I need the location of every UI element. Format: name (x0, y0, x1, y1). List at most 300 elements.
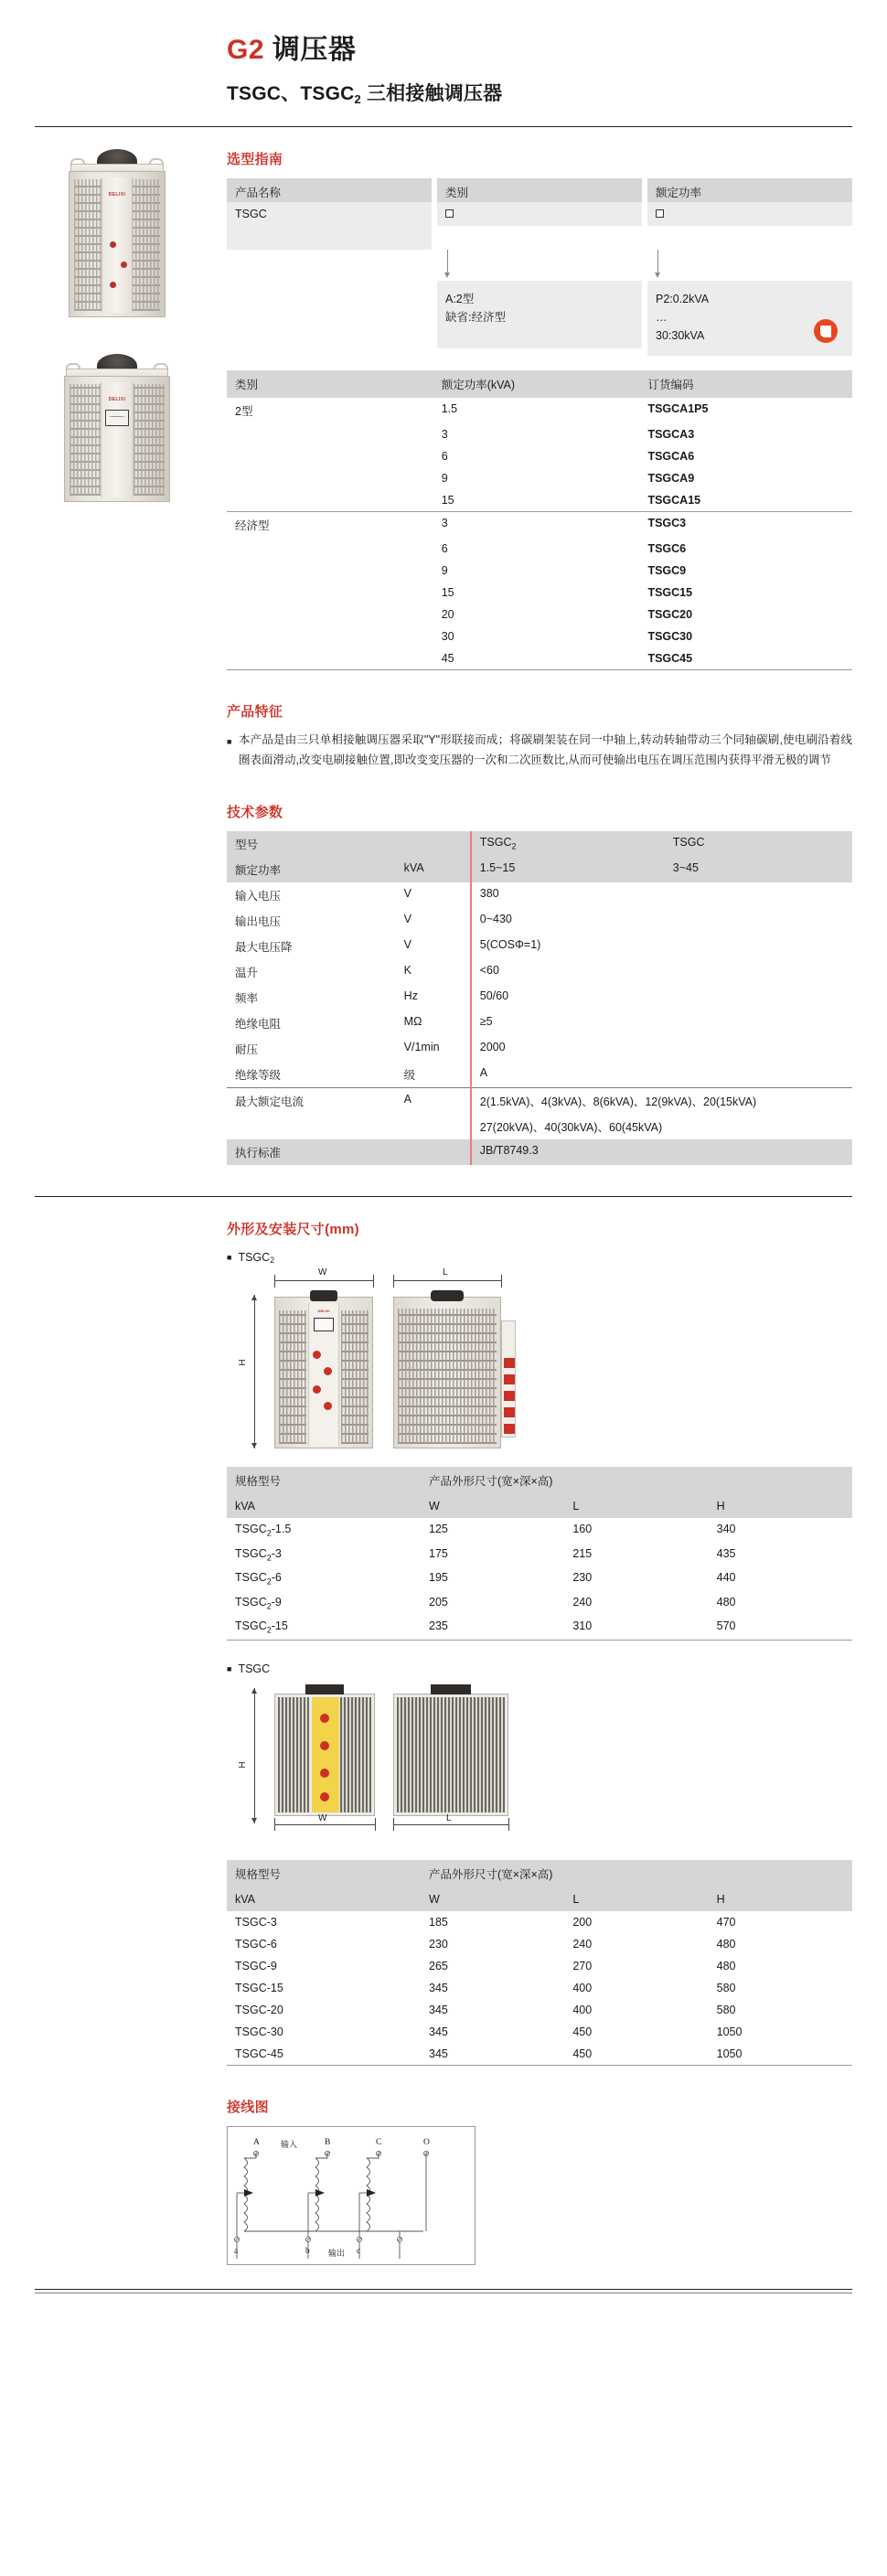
table-subheader-row (227, 1494, 852, 1518)
brand-logo: DELIXI (108, 191, 126, 198)
unit-front-panel (102, 177, 132, 313)
empty-cell (437, 226, 642, 250)
cell-power: 3 (433, 512, 640, 539)
table-row (227, 1911, 852, 1933)
param-value-continued: 27(20kVA)、40(30kVA)、60(45kVA) (471, 1114, 852, 1139)
category-options-note (437, 281, 642, 348)
cell-power: 6 (441, 450, 448, 464)
cell-order-code: TSGC15 (647, 586, 693, 600)
param-value: A (471, 1062, 665, 1088)
handle-icon (305, 1684, 344, 1694)
table-row (227, 398, 852, 423)
cell-power: 1.5 (441, 402, 458, 416)
section-title-dimensions: 外形及安装尺寸(mm) (227, 1222, 359, 1237)
cell-power: 9 (441, 564, 448, 578)
param-value: 380 (471, 882, 665, 908)
wiring-label-b: b (305, 2246, 310, 2256)
table-row (227, 445, 852, 467)
cell-order-code: TSGCA15 (647, 494, 701, 508)
cell-power: 15 (441, 586, 454, 600)
table-header-row (227, 831, 852, 857)
table-row (227, 857, 852, 882)
terminal-block (504, 1407, 515, 1417)
column-header-unit (396, 831, 471, 857)
terminal-block (504, 1391, 515, 1401)
cell-power: 15 (441, 494, 454, 508)
table-row (227, 1933, 852, 1955)
cell-l: 240 (572, 1937, 593, 1951)
page-title (227, 35, 887, 67)
column-header-l: L (564, 1494, 708, 1518)
cell-model: TSGC-45 (227, 2043, 421, 2066)
cell-order-code: TSGC30 (647, 630, 693, 644)
param-name: 输出电压 (235, 915, 282, 928)
dimensions-column (199, 1197, 852, 2265)
cell-order-code: TSGC6 (647, 542, 687, 556)
cell-power: 6 (441, 542, 448, 556)
table-row (227, 467, 852, 489)
param-unit: V (403, 887, 412, 900)
cell-w: 175 (429, 1546, 448, 1560)
front-panel (308, 1303, 339, 1446)
cell-power: 9 (441, 472, 448, 486)
vent-grille-right (340, 1697, 371, 1812)
table-row (227, 560, 852, 582)
cell-l: 160 (572, 1523, 593, 1535)
param-name: 执行标准 (227, 1139, 396, 1165)
cell-l: 450 (564, 2043, 708, 2066)
subtitle-main: TSGC、TSGC (227, 82, 355, 104)
param-unit: Hz (403, 989, 418, 1002)
feature-text: 本产品是由三只单相接触调压器采取"Y"形联接而成；将碳刷架装在同一中轴上,转动转轴带动三个同轴碳刷,使电刷沿着线圈表面滑动,改变电刷接触位置,即改变变压器的一次和二次匝数比,从而可使输出电压在调压范围内获得平滑无极的调节 (239, 733, 852, 767)
terminal-dot (320, 1769, 329, 1778)
cell-order-code: TSGCA1P5 (647, 402, 709, 416)
bullet-square-icon: ■ (227, 737, 232, 747)
terminal-output-c (357, 2237, 362, 2242)
cell-order-code: TSGC9 (647, 564, 687, 578)
cell-w: 345 (429, 2003, 448, 2016)
section-title-tech-params: 技术参数 (227, 805, 283, 820)
table-row (227, 1114, 852, 1139)
terminal-dot (121, 262, 127, 268)
dimension-table-tsgc (227, 1860, 852, 2066)
table-row (227, 1088, 852, 1115)
selection-guide-block (227, 178, 852, 357)
table-header-row (227, 1860, 852, 1887)
table-row (227, 985, 852, 1010)
param-name: 绝缘电阻 (235, 1018, 282, 1031)
checkbox-icon[interactable] (656, 209, 664, 218)
front-view-housing (274, 1297, 373, 1448)
cell-w: 195 (429, 1571, 448, 1584)
analog-meter-icon (314, 1318, 334, 1331)
vent-grille-left (279, 1310, 306, 1444)
param-unit: V (403, 938, 412, 951)
power-option-ellipsis: … (656, 310, 668, 324)
column-header-outline: 产品外形尺寸(宽×深×高) (421, 1860, 852, 1887)
selection-guide-col-name (227, 178, 432, 202)
terminal-dot (320, 1714, 329, 1723)
category-option-2: 缺省:经济型 (445, 310, 506, 324)
table-row (227, 1999, 852, 2021)
terminal-dot (320, 1741, 329, 1750)
cell-l: 400 (572, 2003, 593, 2016)
selection-guide-col-power (647, 178, 852, 202)
terminal-dot (324, 1367, 332, 1375)
wiring-label-input: 输入 (281, 2139, 298, 2149)
table-row (227, 1615, 852, 1640)
dimension-drawing-tsgc2 (227, 1267, 852, 1454)
cell-w: 230 (429, 1937, 448, 1951)
vent-grille-left (278, 1697, 309, 1812)
power-options-note (647, 281, 852, 357)
table-row (227, 2043, 852, 2066)
bullet-square-icon: ■ (227, 1663, 232, 1673)
terminal-block (504, 1374, 515, 1384)
page-header (0, 0, 887, 106)
column-header-h: H (709, 1887, 852, 1911)
column-header-tsgc2: $TSGC_2$ (471, 831, 665, 857)
cell-w: 205 (429, 1595, 448, 1609)
dim-caption-h: H (238, 1359, 249, 1366)
column-header-tsgc: TSGC (665, 831, 852, 857)
subtitle-subscript: 2 (354, 91, 361, 106)
cell-l: 240 (572, 1595, 593, 1609)
section-title-wiring: 接线图 (227, 2099, 269, 2115)
cell-w: 265 (429, 1959, 448, 1972)
cell-model: TSGC-9 (235, 1959, 277, 1972)
cell-h: 580 (716, 2003, 736, 2016)
table-row (227, 1566, 852, 1591)
table-row (227, 489, 852, 512)
terminal-dot (110, 282, 116, 288)
cell-l: 230 (572, 1571, 593, 1584)
column-header-w: W (421, 1494, 564, 1518)
empty-cell (647, 226, 852, 250)
knob-icon (310, 1290, 337, 1301)
vent-grille (397, 1697, 505, 1812)
terminal-output-a (234, 2237, 240, 2242)
param-name: 绝缘等级 (235, 1069, 282, 1082)
analog-meter-icon (105, 410, 129, 426)
terminal-output-neutral (397, 2237, 402, 2242)
column-header-kva: kVA (227, 1887, 421, 1911)
category-option-1: A:2型 (445, 292, 475, 305)
cell-l: 200 (572, 1915, 593, 1929)
cell-model: $TSGC_2-9$ (235, 1595, 282, 1610)
cell-model: TSGC-15 (235, 1981, 283, 1994)
param-name: 输入电压 (235, 890, 282, 903)
wiring-label-A: A (253, 2137, 260, 2147)
table-row (227, 882, 852, 908)
wiring-diagram (227, 2126, 476, 2265)
terminal-block (504, 1358, 515, 1368)
dim-caption-h: H (238, 1760, 249, 1769)
column-header-w: W (421, 1887, 564, 1911)
cell-w: 345 (429, 2025, 448, 2038)
product-name-value: TSGC (227, 202, 432, 226)
cell-order-code: TSGC45 (639, 647, 852, 670)
terminal-strip (501, 1320, 516, 1438)
tech-params-table (227, 831, 852, 1165)
param-value: <60 (471, 959, 665, 985)
param-name: 频率 (235, 992, 259, 1005)
table-header-row (227, 370, 852, 398)
table-row (227, 1010, 852, 1036)
column-header-category: 类别 (227, 370, 433, 398)
param-value: 50/60 (471, 985, 665, 1010)
selection-guide-note-row (227, 281, 852, 357)
terminal-dot (324, 1402, 332, 1410)
selection-guide-col-category (437, 178, 642, 202)
cell-w: 345 (421, 2043, 564, 2066)
cell-h: 1050 (709, 2043, 852, 2066)
cell-category: 经济型 (227, 512, 433, 539)
note-glyph (820, 326, 831, 337)
section-title-selection-guide: 选型指南 (227, 151, 283, 167)
param-value: ≥5 (471, 1010, 665, 1036)
cell-model: TSGC-30 (235, 2025, 283, 2038)
footer-divider-top (35, 2289, 852, 2290)
cell-h: 480 (716, 1959, 736, 1972)
column-header-outline: 产品外形尺寸(宽×深×高) (421, 1467, 852, 1494)
wiring-label-output: 输出 (328, 2248, 346, 2258)
column-header-h: H (709, 1494, 852, 1518)
vent-grille-left (74, 179, 102, 311)
cell-order-code: TSGCA9 (647, 472, 695, 486)
param-value-tsgc: 3~45 (665, 857, 852, 882)
cell-w: 125 (429, 1523, 448, 1535)
cell-power: 45 (433, 647, 640, 670)
unit-housing (69, 171, 166, 317)
cell-h: 480 (716, 1937, 736, 1951)
terminal-output-b (305, 2237, 311, 2242)
dim-caption-w: W (318, 1812, 327, 1823)
cell-power: 30 (441, 630, 454, 644)
param-unit: kVA (396, 857, 471, 882)
table-subheader-row (227, 1887, 852, 1911)
feature-list-item (227, 731, 852, 771)
page-subtitle (227, 79, 887, 106)
cell-model: $TSGC_2-3$ (235, 1546, 282, 1562)
dimension-table-tsgc2 (227, 1467, 852, 1641)
param-unit: V (403, 913, 412, 925)
cell-h: 480 (716, 1595, 736, 1609)
table-row (227, 1139, 852, 1165)
column-header-spec: 规格型号 (227, 1860, 421, 1887)
product-photo-tsgc (59, 352, 176, 506)
product-photo-tsgc2 (63, 147, 171, 321)
unit-housing (64, 376, 170, 502)
cell-h: 470 (716, 1915, 736, 1929)
table-row (227, 1591, 852, 1616)
cell-l: 215 (572, 1546, 593, 1560)
cell-l: 400 (572, 1981, 593, 1994)
dim-arrow-vertical (254, 1295, 255, 1448)
wiring-label-O: O (423, 2137, 430, 2147)
dim-arrow-vertical (254, 1688, 255, 1823)
cell-model: TSGC-3 (235, 1915, 277, 1929)
column-header-model: 型号 (227, 831, 396, 857)
param-unit: A (396, 1088, 471, 1115)
table-row (227, 959, 852, 985)
cell-h: 1050 (716, 2025, 743, 2038)
selection-guide-header-row (227, 178, 852, 202)
table-row (227, 1977, 852, 1999)
power-checkbox-cell[interactable] (647, 202, 852, 226)
cell-model: $TSGC_2-1.5$ (235, 1523, 292, 1538)
column-header: 类别 (437, 178, 642, 202)
table-row (227, 625, 852, 647)
dimension-drawing-tsgc (227, 1683, 852, 1847)
product-title-cn: 调压器 (272, 35, 357, 65)
cell-l: 310 (564, 1615, 708, 1640)
cell-h: 570 (709, 1615, 852, 1640)
handle-icon (431, 1290, 464, 1301)
vent-grille (398, 1309, 497, 1444)
cell-h: 435 (716, 1546, 736, 1560)
column-header: 额定功率 (647, 178, 852, 202)
cell-w: 235 (421, 1615, 564, 1640)
product-photo-column (35, 127, 199, 1166)
cell-w: 345 (429, 1981, 448, 1994)
bullet-square-icon: ■ (227, 1253, 232, 1262)
handle-icon (431, 1684, 471, 1694)
table-row (227, 934, 852, 959)
content-column (199, 127, 852, 1166)
dim-subtitle-tsgc: ■ TSGC (227, 1662, 271, 1675)
cell-model: TSGC-6 (235, 1937, 277, 1951)
cell-h: 340 (716, 1523, 736, 1535)
selection-guide-value-row (227, 202, 852, 226)
param-unit: MΩ (403, 1015, 422, 1028)
dim-caption-w: W (318, 1267, 327, 1277)
checkbox-icon[interactable] (445, 209, 454, 218)
order-code-table (227, 370, 852, 670)
table-row (227, 512, 852, 539)
param-value: 2000 (471, 1036, 665, 1062)
wiring-label-c: c (357, 2246, 361, 2256)
arrow-down-icon (447, 250, 448, 273)
category-checkbox-cell[interactable] (437, 202, 642, 226)
terminal-dot (313, 1385, 321, 1394)
table-row (227, 538, 852, 560)
table-row (227, 647, 852, 670)
wiring-label-C: C (376, 2137, 382, 2147)
front-panel (312, 1697, 339, 1812)
wiring-label-a: a (234, 2246, 239, 2256)
cell-model: $TSGC_2-6$ (235, 1571, 282, 1587)
cell-power: 3 (441, 428, 448, 442)
side-view-housing (393, 1694, 508, 1816)
cell-l: 450 (572, 2025, 593, 2038)
column-header: 产品名称 (227, 178, 432, 202)
param-value: 2(1.5kVA)、4(3kVA)、8(6kVA)、12(9kVA)、20(15kVA) (471, 1088, 852, 1115)
vent-grille-right (132, 179, 160, 311)
column-header-order-code: 订货编码 (639, 370, 852, 398)
table-row (227, 2021, 852, 2043)
cell-model: $TSGC_2-15$ (227, 1615, 421, 1640)
dim-caption-l: L (446, 1812, 452, 1823)
param-unit: K (403, 964, 412, 977)
cell-l: 270 (572, 1959, 593, 1972)
vent-grille-right (134, 384, 165, 496)
column-header-spec: 规格型号 (227, 1467, 421, 1494)
vent-grille-right (341, 1310, 369, 1444)
power-option-1: P2:0.2kVA (656, 292, 710, 305)
subtitle-tail: 三相接触调压器 (360, 82, 503, 104)
param-name: 额定功率 (227, 857, 396, 882)
table-row (227, 582, 852, 604)
arrow-down-icon (657, 250, 658, 273)
table-row (227, 1543, 852, 1567)
cell-h: 440 (716, 1571, 736, 1584)
table-row (227, 1036, 852, 1062)
terminal-dot (313, 1351, 321, 1359)
param-name: 耐压 (235, 1043, 259, 1056)
cell-category: 2型 (235, 405, 253, 419)
power-option-last: 30:30kVA (656, 329, 705, 342)
param-unit: 级 (403, 1069, 416, 1082)
brand-logo: DELIXI (108, 396, 126, 402)
terminal-dot (320, 1792, 329, 1801)
table-row (227, 1062, 852, 1088)
dimensions-body (0, 1197, 887, 2265)
table-row (227, 604, 852, 625)
selection-guide-arrow-row (227, 250, 852, 281)
dim-caption-l: L (443, 1267, 448, 1277)
param-value: JB/T8749.3 (471, 1139, 852, 1165)
cell-order-code: TSGCA3 (647, 428, 695, 442)
wiring-schematic-svg (228, 2127, 476, 2266)
vent-grille-left (69, 384, 101, 496)
cell-order-code: TSGCA6 (647, 450, 695, 464)
table-header-row (227, 1467, 852, 1494)
front-view-housing (274, 1694, 375, 1816)
cell-h: 580 (716, 1981, 736, 1994)
param-value-tsgc2: 1.5~15 (471, 857, 665, 882)
cell-w: 185 (429, 1915, 448, 1929)
cell-model: TSGC-20 (235, 2003, 283, 2016)
terminal-block (504, 1424, 515, 1434)
param-unit: V/1min (403, 1041, 440, 1053)
table-row (227, 423, 852, 445)
dim-subtitle-tsgc2: ■ TSGC $_2$ (227, 1251, 275, 1265)
table-row (227, 1518, 852, 1543)
section-title-features: 产品特征 (227, 704, 283, 721)
product-code: G2 (227, 35, 265, 65)
wiring-label-B: B (325, 2137, 331, 2147)
unit-front-panel (101, 382, 134, 497)
brand-logo: DELIXI (317, 1309, 330, 1313)
param-name: 最大额定电流 (227, 1088, 396, 1115)
content-body (0, 127, 887, 1166)
cell-power: 20 (441, 608, 454, 622)
cell-order-code: TSGC20 (647, 608, 693, 622)
column-header-kva: kVA (227, 1494, 421, 1518)
side-view-housing (393, 1297, 501, 1448)
cell-order-code: TSGC3 (639, 512, 852, 539)
table-row (227, 1955, 852, 1977)
terminal-dot (110, 241, 116, 248)
param-name: 温升 (235, 967, 259, 979)
table-row (227, 908, 852, 934)
column-header-l: L (564, 1887, 708, 1911)
selection-guide-spacer-row (227, 226, 852, 250)
column-header-power: 额定功率(kVA) (433, 370, 640, 398)
param-value: 5(COSΦ=1) (471, 934, 665, 959)
param-value: 0~430 (471, 908, 665, 934)
